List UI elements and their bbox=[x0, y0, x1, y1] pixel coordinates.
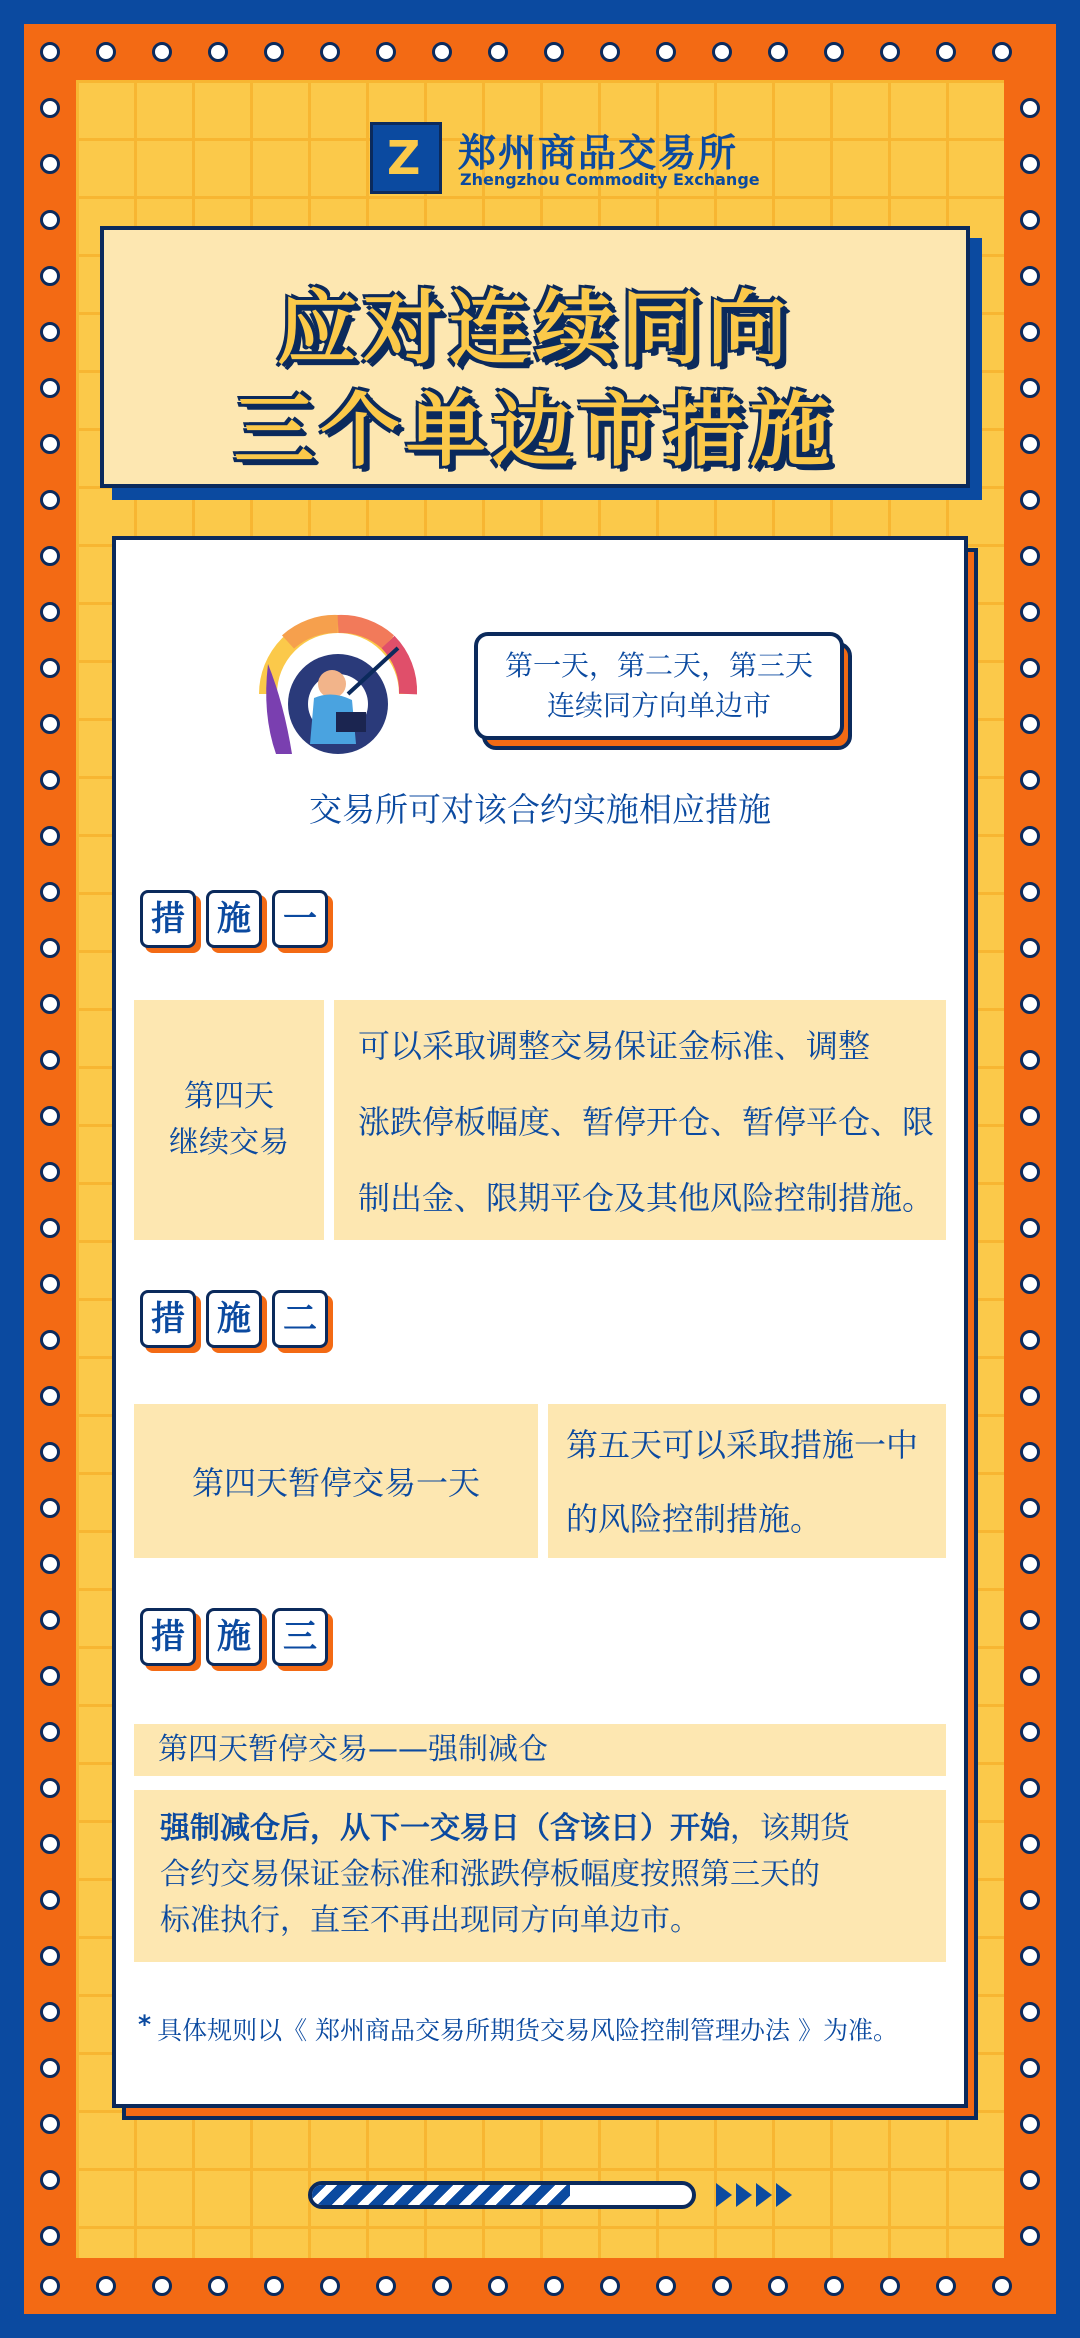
border-dot bbox=[376, 42, 396, 62]
border-dot bbox=[1020, 210, 1040, 230]
measure-1-detail-line-3: 制出金、限期平仓及其他风险控制措施。 bbox=[358, 1179, 935, 1217]
border-dot bbox=[656, 2276, 676, 2296]
measure-2-condition: 第四天暂停交易一天 bbox=[134, 1404, 538, 1558]
border-dot bbox=[208, 2276, 228, 2296]
border-dot bbox=[600, 42, 620, 62]
border-dot bbox=[40, 2058, 60, 2078]
border-dot bbox=[40, 154, 60, 174]
arrow-right-icon bbox=[736, 2183, 752, 2207]
measure-2-detail-line-2: 的风险控制措施。 bbox=[566, 1500, 823, 1538]
border-dot bbox=[1020, 1610, 1040, 1630]
title-line-2: 三个单边市措施 bbox=[234, 384, 836, 477]
tag-char: 措 bbox=[140, 1290, 196, 1348]
border-dot bbox=[40, 1386, 60, 1406]
measure-1-detail bbox=[334, 1000, 946, 1240]
border-dot bbox=[488, 2276, 508, 2296]
border-dot bbox=[40, 2170, 60, 2190]
tag-char: 措 bbox=[140, 890, 196, 948]
border-dot bbox=[40, 42, 60, 62]
border-dot bbox=[1020, 2226, 1040, 2246]
measure-3-detail-line-3: 标准执行，直至不再出现同方向单边市。 bbox=[160, 1903, 700, 1938]
border-dot bbox=[1020, 1162, 1040, 1182]
border-dot bbox=[1020, 1442, 1040, 1462]
footnote bbox=[138, 2010, 898, 2047]
border-dot bbox=[1020, 1834, 1040, 1854]
measure-1-condition bbox=[134, 1000, 324, 1240]
border-dot bbox=[40, 1274, 60, 1294]
measure-1-detail-line-2: 涨跌停板幅度、暂停开仓、暂停平仓、限 bbox=[358, 1103, 935, 1141]
border-dot bbox=[208, 42, 228, 62]
border-dot bbox=[40, 1554, 60, 1574]
brand-name-cn: 郑州商品交易所 bbox=[458, 131, 739, 175]
arrow-right-icon bbox=[756, 2183, 772, 2207]
border-dot bbox=[992, 42, 1012, 62]
border-dot bbox=[40, 1946, 60, 1966]
border-dot bbox=[40, 1610, 60, 1630]
border-dot bbox=[1020, 602, 1040, 622]
border-dot bbox=[992, 2276, 1012, 2296]
border-dot bbox=[712, 42, 732, 62]
border-dot bbox=[40, 1442, 60, 1462]
border-dot bbox=[96, 42, 116, 62]
border-dot bbox=[1020, 1106, 1040, 1126]
border-dot bbox=[40, 1778, 60, 1798]
bubble-line-1: 第一天，第二天，第三天 bbox=[504, 649, 813, 682]
arrow-right-icon bbox=[716, 2183, 732, 2207]
border-dot bbox=[1020, 1778, 1040, 1798]
border-dot bbox=[40, 1218, 60, 1238]
border-dot bbox=[1020, 266, 1040, 286]
border-dot bbox=[600, 2276, 620, 2296]
tag-char: 二 bbox=[272, 1290, 328, 1348]
border-dot bbox=[544, 2276, 564, 2296]
measure-3-detail-line-2: 合约交易保证金标准和涨跌停板幅度按照第三天的 bbox=[160, 1857, 820, 1892]
border-dot bbox=[1020, 714, 1040, 734]
progress-fill bbox=[312, 2185, 570, 2205]
border-dot bbox=[40, 546, 60, 566]
brand-name-en: Zhengzhou Commodity Exchange bbox=[460, 170, 760, 189]
measure-3-heading: 第四天暂停交易——强制减仓 bbox=[134, 1724, 946, 1776]
border-dot bbox=[40, 882, 60, 902]
border-dot bbox=[1020, 770, 1040, 790]
measure-1-condition-line-1: 第四天 bbox=[184, 1079, 274, 1114]
border-dot bbox=[1020, 2002, 1040, 2022]
border-dot bbox=[40, 1890, 60, 1910]
border-dot bbox=[432, 2276, 452, 2296]
border-dot bbox=[40, 322, 60, 342]
border-dot bbox=[1020, 490, 1040, 510]
border-dot bbox=[152, 2276, 172, 2296]
border-dot bbox=[40, 1498, 60, 1518]
border-dot bbox=[40, 1666, 60, 1686]
border-dot bbox=[152, 42, 172, 62]
border-dot bbox=[40, 98, 60, 118]
border-dot bbox=[1020, 2114, 1040, 2134]
border-dot bbox=[1020, 434, 1040, 454]
border-dot bbox=[1020, 546, 1040, 566]
border-dot bbox=[1020, 882, 1040, 902]
border-dot bbox=[40, 266, 60, 286]
border-dot bbox=[376, 2276, 396, 2296]
border-dot bbox=[768, 42, 788, 62]
border-dot bbox=[1020, 938, 1040, 958]
border-dot bbox=[40, 1834, 60, 1854]
border-dot bbox=[40, 938, 60, 958]
border-dot bbox=[1020, 1722, 1040, 1742]
border-dot bbox=[1020, 1890, 1040, 1910]
content-card bbox=[112, 536, 968, 2108]
border-dot bbox=[40, 994, 60, 1014]
border-dot bbox=[824, 42, 844, 62]
border-dot bbox=[40, 1050, 60, 1070]
border-dot bbox=[1020, 1330, 1040, 1350]
border-dot bbox=[1020, 1554, 1040, 1574]
border-dot bbox=[1020, 1666, 1040, 1686]
gauge-illustration-icon bbox=[248, 594, 428, 764]
border-dot bbox=[1020, 2170, 1040, 2190]
border-dot bbox=[40, 826, 60, 846]
border-dot bbox=[1020, 658, 1040, 678]
arrow-right-icon bbox=[776, 2183, 792, 2207]
tag-char: 措 bbox=[140, 1608, 196, 1666]
border-dot bbox=[40, 490, 60, 510]
border-dot bbox=[40, 658, 60, 678]
bubble-line-2: 连续同方向单边市 bbox=[546, 689, 771, 722]
tag-char: 一 bbox=[272, 890, 328, 948]
border-dot bbox=[40, 2276, 60, 2296]
measure-3-detail-line-1 bbox=[160, 1806, 946, 1852]
border-dot bbox=[40, 1722, 60, 1742]
border-dot bbox=[40, 2114, 60, 2134]
title-line-1: 应对连续同向 bbox=[277, 282, 793, 375]
border-dot bbox=[40, 1162, 60, 1182]
measure-3-emphasis: 强制减仓后，从下一交易日（含该日）开始 bbox=[160, 1811, 730, 1846]
border-dot bbox=[1020, 1386, 1040, 1406]
measure-2-detail-line-1: 第五天可以采取措施一中 bbox=[566, 1426, 919, 1464]
title-box bbox=[100, 226, 970, 488]
border-dot bbox=[936, 2276, 956, 2296]
border-dot bbox=[1020, 1050, 1040, 1070]
footnote-text: 具体规则以《 郑州商品交易所期货交易风险控制管理办法 》为准。 bbox=[157, 2016, 898, 2045]
logo-mark-icon: Z bbox=[370, 122, 442, 194]
border-dot bbox=[1020, 1946, 1040, 1966]
border-dot bbox=[320, 42, 340, 62]
border-dot bbox=[824, 2276, 844, 2296]
border-dot bbox=[40, 2002, 60, 2022]
measure-1-condition-line-2: 继续交易 bbox=[169, 1125, 289, 1160]
border-dot bbox=[40, 2226, 60, 2246]
border-dot bbox=[432, 42, 452, 62]
border-dot bbox=[40, 602, 60, 622]
border-dot bbox=[656, 42, 676, 62]
border-dot bbox=[40, 434, 60, 454]
intro-lead: 交易所可对该合约实施相应措施 bbox=[309, 790, 771, 829]
tag-char: 施 bbox=[206, 890, 262, 948]
border-dot bbox=[488, 42, 508, 62]
measure-1-detail-line-1: 可以采取调整交易保证金标准、调整 bbox=[358, 1027, 871, 1065]
border-dot bbox=[40, 770, 60, 790]
border-dot bbox=[40, 714, 60, 734]
tag-char: 三 bbox=[272, 1608, 328, 1666]
footnote-star: * bbox=[138, 2010, 152, 2039]
measure-2-detail bbox=[548, 1404, 946, 1558]
border-dot bbox=[1020, 994, 1040, 1014]
measure-3-detail-line-1-rest: ，该期货 bbox=[730, 1811, 850, 1846]
border-dot bbox=[40, 378, 60, 398]
border-dot bbox=[712, 2276, 732, 2296]
border-dot bbox=[1020, 2058, 1040, 2078]
tag-char: 施 bbox=[206, 1290, 262, 1348]
border-dot bbox=[1020, 1274, 1040, 1294]
border-dot bbox=[40, 210, 60, 230]
border-dot bbox=[264, 42, 284, 62]
grid-background bbox=[76, 80, 1004, 2258]
border-dot bbox=[1020, 1498, 1040, 1518]
border-dot bbox=[880, 42, 900, 62]
border-dot bbox=[544, 42, 564, 62]
progress-bar bbox=[308, 2181, 696, 2209]
border-dot bbox=[96, 2276, 116, 2296]
border-dot bbox=[264, 2276, 284, 2296]
border-dot bbox=[1020, 322, 1040, 342]
tag-char: 施 bbox=[206, 1608, 262, 1666]
border-dot bbox=[936, 42, 956, 62]
border-dot bbox=[1020, 98, 1040, 118]
border-dot bbox=[1020, 378, 1040, 398]
border-dot bbox=[40, 1106, 60, 1126]
border-dot bbox=[40, 1330, 60, 1350]
border-dot bbox=[320, 2276, 340, 2296]
measure-3-detail bbox=[134, 1790, 946, 1962]
condition-bubble bbox=[474, 632, 844, 740]
border-dot bbox=[1020, 826, 1040, 846]
border-dot bbox=[880, 2276, 900, 2296]
exchange-logo bbox=[370, 118, 760, 198]
border-dot bbox=[768, 2276, 788, 2296]
border-dot bbox=[1020, 1218, 1040, 1238]
border-dot bbox=[1020, 154, 1040, 174]
